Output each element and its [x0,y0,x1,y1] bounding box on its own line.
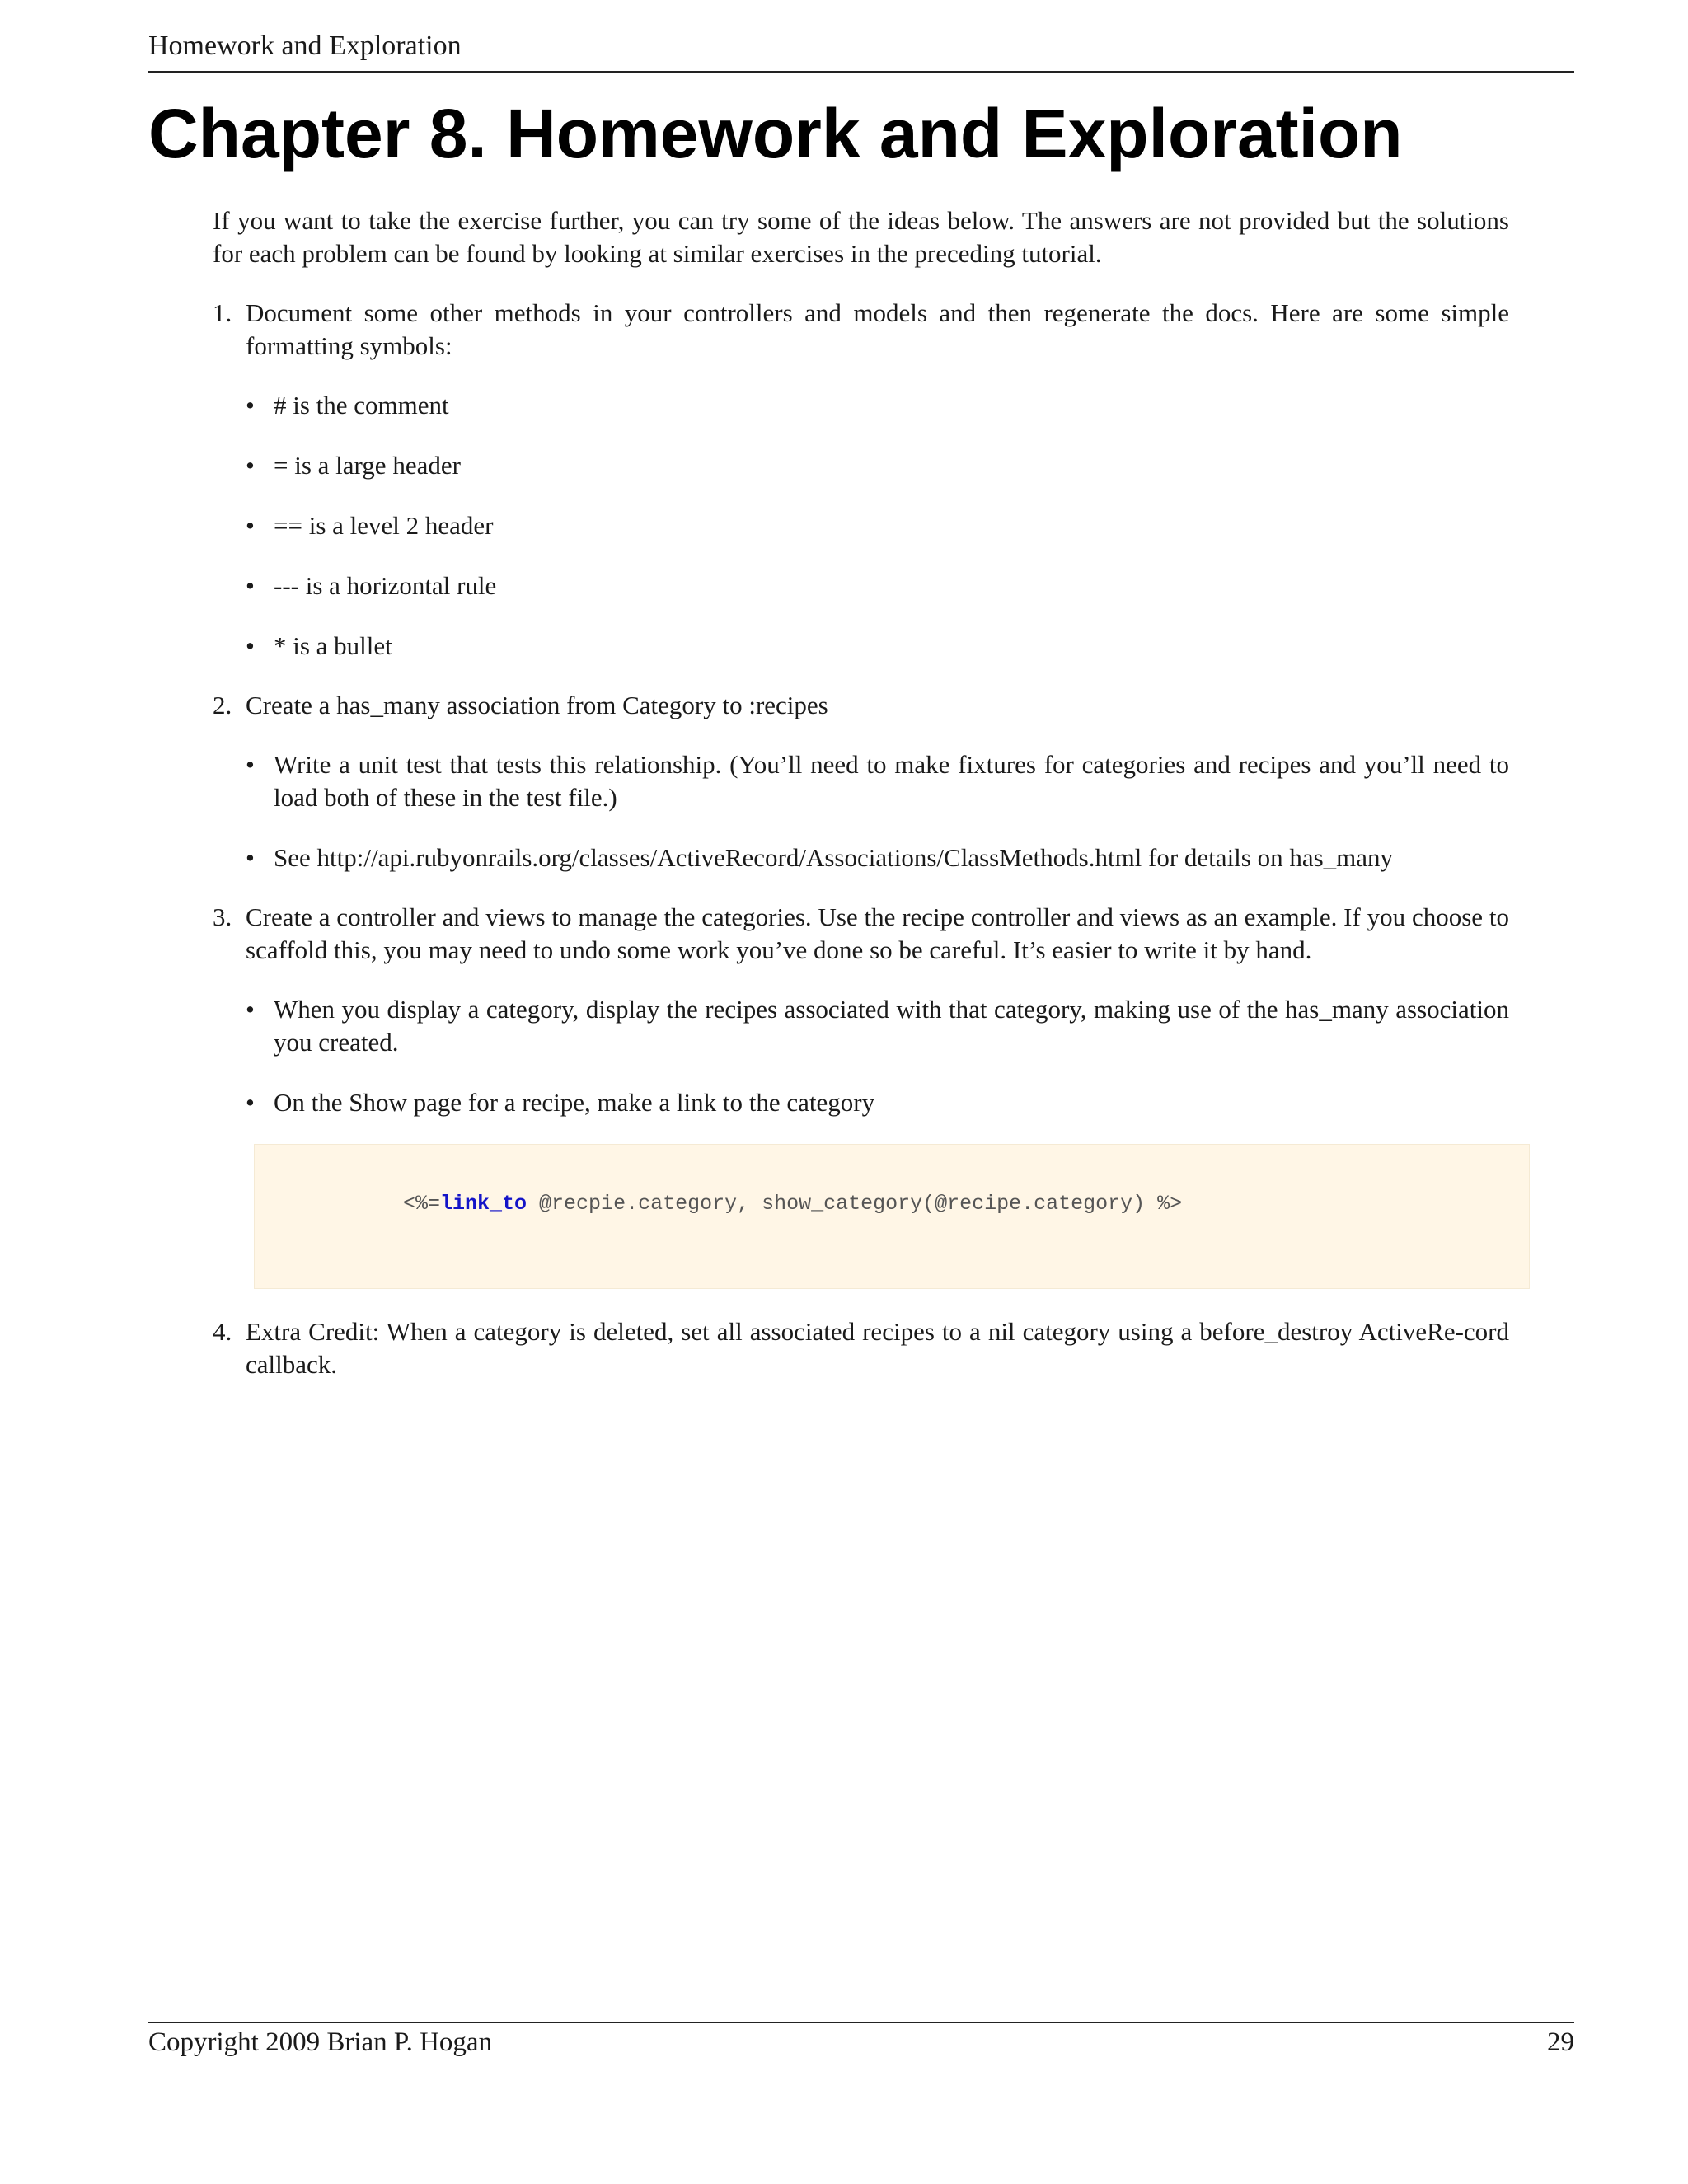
bullet-list [246,748,1509,874]
list-item [246,841,1509,874]
list-item [246,630,1509,663]
list-item-text: * is a bullet [274,631,392,660]
exercise-number: 2. [213,691,232,719]
page-number: 29 [1547,2027,1574,2057]
list-item-text: On the Show page for a recipe, make a link to the category [274,1088,875,1117]
code-arguments: @recpie.category, show_category(@recipe.category) %> [527,1192,1183,1216]
list-item-text: When you display a category, display the recipes associated with that category, making use of the has_many association you created. [274,995,1509,1057]
intro-paragraph: If you want to take the exercise further, you can try some of the ideas below. The answers are not provided but the solutions for each problem can be found by looking at similar exercises in the preceding tutorial. [213,206,1509,268]
list-item [246,449,1509,482]
exercise-text: Create a controller and views to manage the categories. Use the recipe controller and views as an example. If you choose to scaffold this, you may need to undo some work you’ve done so be careful. It’s easier to write it by hand. [246,902,1509,964]
bullet-list [246,389,1509,663]
list-item [246,569,1509,602]
bullet-symbol: • [246,391,255,419]
bullet-symbol: • [246,1088,255,1117]
bullet-symbol: • [246,750,255,779]
code-line [403,1188,1182,1221]
bullet-symbol: • [246,631,255,660]
code-keyword: link_to [440,1192,528,1216]
bullet-symbol: • [246,451,255,480]
list-item-text: Write a unit test that tests this relationship. (You’ll need to make fixtures for categories and recipes and you’ll need to load both of these in the test file.) [274,750,1509,812]
exercise-list [213,297,1509,1381]
exercise-item-2 [213,689,1509,874]
list-item-text: --- is a horizontal rule [274,571,497,600]
footer-copyright: Copyright 2009 Brian P. Hogan [148,2027,493,2057]
list-item-text: = is a large header [274,451,461,480]
list-item [246,748,1509,814]
running-header: Homework and Exploration [148,30,462,61]
bullet-list [246,993,1509,1119]
bullet-symbol: • [246,995,255,1024]
header-rule [148,71,1574,73]
exercise-text: Extra Credit: When a category is deleted, set all associated recipes to a nil category using a before_destroy ActiveRe-cord callback. [246,1317,1509,1379]
chapter-title: Chapter 8. Homework and Exploration [148,95,1403,172]
list-item [246,993,1509,1059]
code-block [254,1144,1530,1289]
list-item-text: # is the comment [274,391,449,419]
bullet-symbol: • [246,511,255,540]
exercise-number: 1. [213,298,232,327]
exercise-number: 3. [213,902,232,931]
list-item [246,389,1509,422]
list-item [246,1086,1509,1119]
chapter-content [213,204,1509,1408]
exercise-item-3 [213,901,1509,1289]
bullet-symbol: • [246,843,255,872]
exercise-text: Create a has_many association from Category to :recipes [246,691,828,719]
list-item-text: == is a level 2 header [274,511,494,540]
list-item-text: See http://api.rubyonrails.org/classes/ActiveRecord/Associations/ClassMethods.html for details on has_many [274,843,1394,872]
exercise-text: Document some other methods in your controllers and models and then regenerate the docs. Here are some simple formatting symbols: [246,298,1509,360]
exercise-item-4 [213,1315,1509,1381]
code-erb-open: <%= [403,1192,441,1216]
exercise-number: 4. [213,1317,232,1346]
exercise-item-1 [213,297,1509,663]
bullet-symbol: • [246,571,255,600]
footer-rule [148,2022,1574,2023]
list-item [246,509,1509,542]
